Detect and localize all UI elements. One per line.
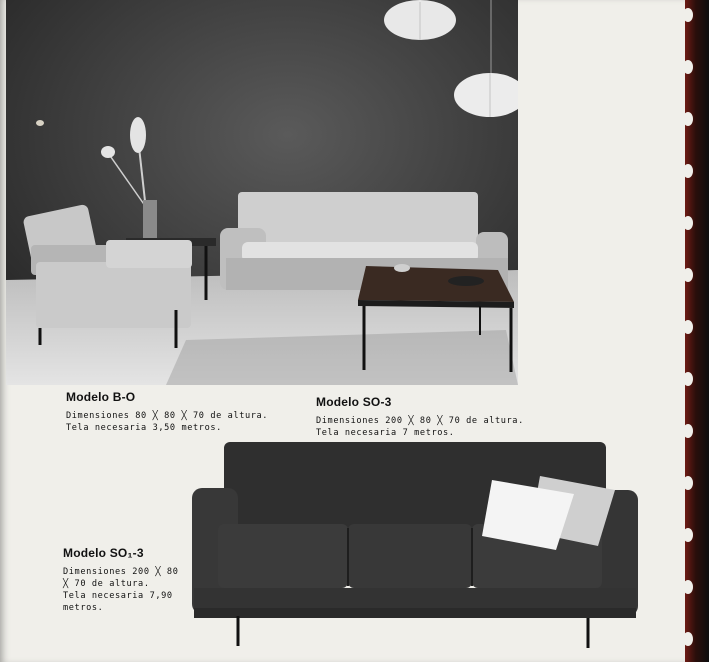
model-fabric: Tela necesaria 7 metros. — [316, 428, 455, 438]
binding-ring — [683, 268, 693, 282]
binding-ring — [683, 60, 693, 74]
model-dimensions: Dimensiones 200 ╳ 80 — [63, 567, 179, 577]
binding-ring — [683, 320, 693, 334]
model-title: Modelo SO₁-3 — [63, 546, 144, 560]
binding-ring — [683, 216, 693, 230]
binding-ring — [683, 164, 693, 178]
binding-ring — [683, 476, 693, 490]
binding-ring — [683, 580, 693, 594]
caption-modelo-b-o — [66, 390, 268, 434]
model-title: Modelo B-O — [66, 390, 136, 404]
binding-ring — [683, 528, 693, 542]
model-fabric-cont: metros. — [63, 603, 104, 613]
model-fabric: Tela necesaria 3,50 metros. — [66, 423, 222, 433]
caption-modelo-so1-3 — [63, 546, 178, 614]
model-title: Modelo SO-3 — [316, 395, 392, 409]
binding-ring — [683, 424, 693, 438]
binding-ring — [683, 632, 693, 646]
binding-ring — [683, 112, 693, 126]
binding-ring — [683, 8, 693, 22]
sofa-photo — [190, 438, 640, 650]
caption-modelo-so-3 — [316, 395, 524, 439]
paper-stain — [36, 120, 44, 126]
living-room-photo — [6, 0, 518, 385]
model-fabric: Tela necesaria 7,90 — [63, 591, 173, 601]
model-dimensions: Dimensiones 200 ╳ 80 ╳ 70 de altura. — [316, 416, 524, 426]
binding-ring — [683, 372, 693, 386]
model-dimensions-cont: ╳ 70 de altura. — [63, 579, 150, 589]
model-dimensions: Dimensiones 80 ╳ 80 ╳ 70 de altura. — [66, 411, 269, 421]
